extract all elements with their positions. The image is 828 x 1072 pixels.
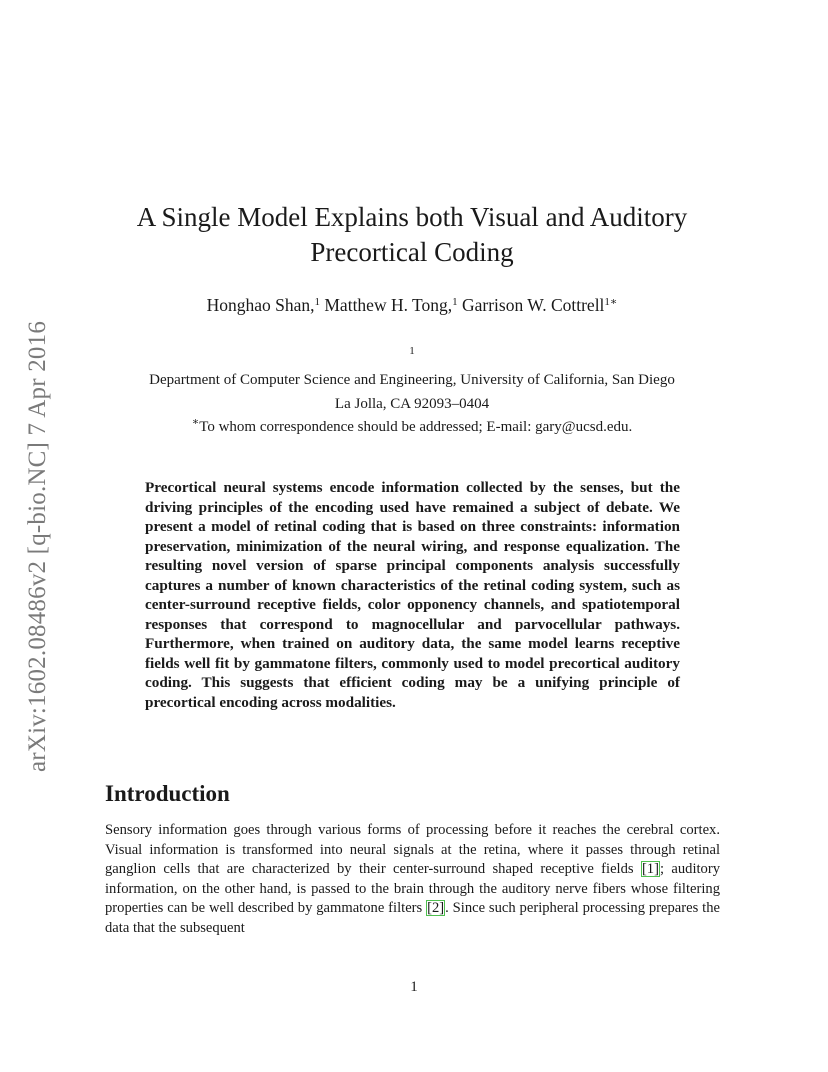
author-shan: Honghao Shan,$^1$: [206, 295, 320, 315]
page-number: 1: [410, 979, 418, 995]
correspondence-note: [100, 416, 724, 438]
introduction-heading: Introduction: [105, 781, 230, 806]
author-list: [100, 293, 724, 317]
arxiv-identifier-stamp: arXiv:1602.08486v2 [q-bio.NC] 7 Apr 2016: [24, 320, 51, 772]
correspondence-marker: ∗: [191, 416, 200, 428]
affiliation-marker: 1: [409, 345, 415, 357]
correspondence-text: To whom correspondence should be addressed; E-mail: gary@ucsd.edu.: [199, 419, 633, 435]
affiliation-line-2: La Jolla, CA 92093–0404: [334, 396, 490, 412]
abstract: Precortical neural systems encode information collected by the senses, but the driving principles of the encoding used have remained a subject of debate. We present a model of retinal coding that is based on three constraints: information preservation, minimization of the neural wiring, and response equalization. The resulting novel version of sparse principal components analysis successfully captures a number of known characteristics of the retinal coding system, such as center-surround receptive fields, color opponency channels, and spatiotemporal responses that correspond to magnocellular and parvocellular pathways. Furthermore, when trained on auditory data, the same model learns receptive fields well fit by gammatone filters, commonly used to model precortical auditory coding. This suggests that efficient coding may be a unifying principle of precortical encoding across modalities.: [145, 479, 680, 711]
citation-link-2[interactable]: [2]: [427, 900, 445, 917]
affiliation-line-1: $^1$ Department of Computer Science and Engineering, University of California, San Diego: [149, 345, 675, 388]
affiliation-marker: 1: [314, 296, 320, 308]
affiliation-marker: 1∗: [604, 296, 618, 308]
author-cottrell: Garrison W. Cottrell$^{1∗}$: [462, 295, 618, 315]
affiliation: [100, 344, 724, 416]
paper-title: [100, 200, 724, 270]
author-tong: Matthew H. Tong,$^1$: [324, 295, 458, 315]
paper-title-line-2: Precortical Coding: [310, 237, 514, 267]
citation-link-1[interactable]: [1]: [641, 861, 659, 878]
affiliation-marker: 1: [452, 296, 458, 308]
introduction-paragraph: Sensory information goes through various forms of processing before it reaches the cerebral cortex. Visual information is transformed into neural signals at the retina, where it passes through retinal ganglion cells that are characterized by their center-surround shaped receptive fields [1]; auditory information, on the other hand, is passed to the brain through the auditory nerve fibers whose filtering properties can be well described by gammatone filters [2]. Since such peripheral processing prepares the data that the subsequent: [105, 822, 721, 936]
paper-title-line-1: A Single Model Explains both Visual and Auditory: [136, 202, 688, 232]
